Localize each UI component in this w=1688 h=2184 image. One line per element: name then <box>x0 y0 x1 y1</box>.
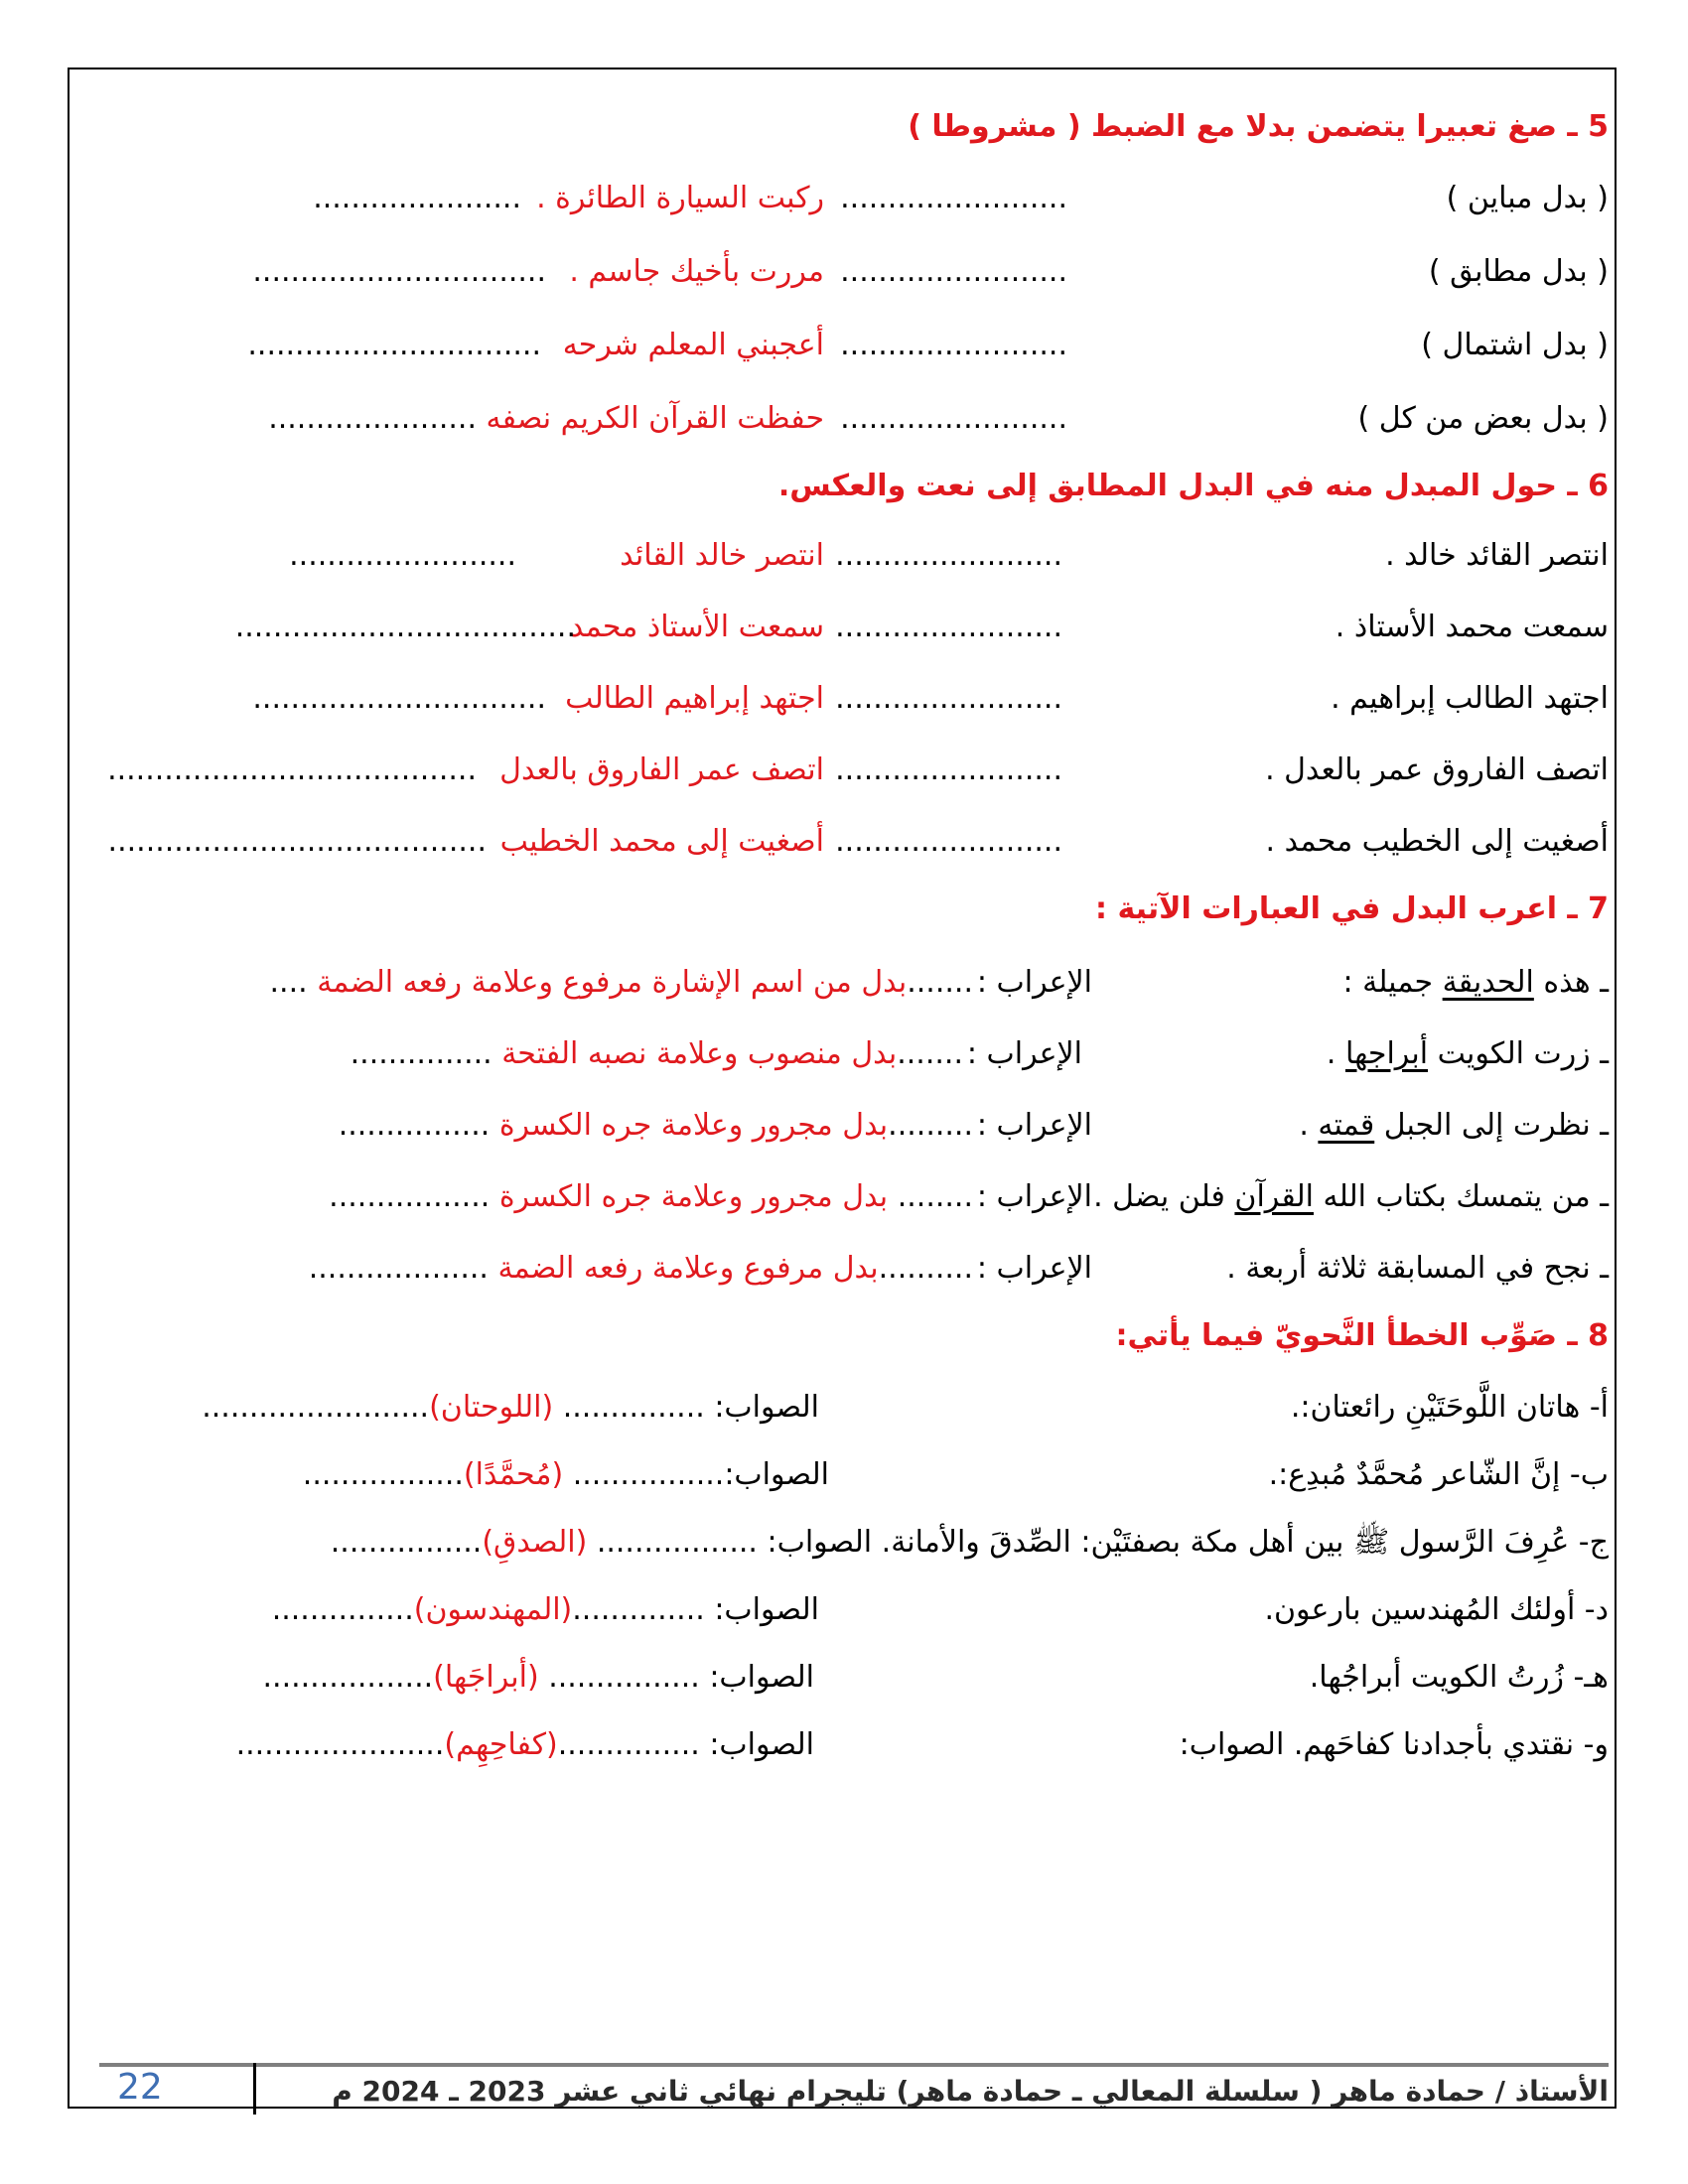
irab-label: الإعراب : <box>976 965 1092 1000</box>
underlined-word: قمته <box>1318 1108 1375 1143</box>
dots: ........................ <box>840 181 1067 215</box>
q8-row <box>99 1715 1609 1775</box>
dots: ...................... <box>313 181 521 215</box>
dots: ....................................... <box>107 752 477 787</box>
irab-label: الإعراب : <box>976 1108 1092 1143</box>
q7-row <box>99 953 1609 1013</box>
underlined-word: الحديقة <box>1442 965 1534 1000</box>
irab-label: الإعراب : <box>966 1036 1082 1071</box>
page-number: 22 <box>117 2067 163 2108</box>
row-label: ( بدل مطابق ) <box>1428 254 1609 289</box>
sentence: هـ- زُرتُ الكويت أبراجُها. <box>1309 1660 1609 1695</box>
irab-label: الإعراب : <box>976 1251 1092 1286</box>
q7-row <box>99 1024 1609 1084</box>
section-heading: 6 ـ حول المبدل منه في البدل المطابق إلى نعت والعكس. <box>777 469 1609 503</box>
q7-heading <box>99 880 1609 939</box>
sentence: ـ نجح في المسابقة ثلاثة أربعة . <box>1226 1251 1609 1286</box>
answer: مررت بأخيك جاسم . <box>569 254 824 289</box>
dots: ........................ <box>840 401 1067 436</box>
q6-row <box>99 669 1609 729</box>
q7-row <box>99 1096 1609 1156</box>
answer: حفظت القرآن الكريم نصفه <box>486 401 824 436</box>
dots: ........................ <box>840 254 1067 289</box>
q5-row <box>99 169 1609 228</box>
sawab-answer: الصواب: ............... (اللوحتان)........................ <box>202 1390 819 1425</box>
irab-answer: .......بدل من اسم الإشارة مرفوع وعلامة رفعه الضمة .... <box>269 965 973 1000</box>
footer-divider <box>99 2063 1609 2067</box>
row-label: أصغيت إلى الخطيب محمد . <box>1265 824 1609 859</box>
row-label: اتصف الفاروق عمر بالعدل . <box>1265 752 1609 787</box>
q6-row <box>99 812 1609 872</box>
q6-row <box>99 741 1609 800</box>
sentence: ج- عُرِفَ الرَّسول ﷺ بين أهل مكة بصفتَيْن: الصِّدقَ والأمانة. الصواب: ................. (الصدقِ)................ <box>330 1525 1609 1560</box>
row-label: انتصر القائد خالد . <box>1385 538 1609 573</box>
q5-heading <box>99 97 1609 157</box>
row-label: اجتهد الطالب إبراهيم . <box>1331 681 1609 716</box>
q8-row <box>99 1648 1609 1707</box>
footer-separator <box>253 2063 256 2115</box>
sawab-answer: الصواب: ..............(المهندسون)............... <box>271 1592 819 1627</box>
irab-answer: ........ بدل مجرور وعلامة جره الكسرة ................. <box>329 1179 973 1214</box>
dots: ...................... <box>268 401 477 436</box>
answer: اجتهد إبراهيم الطالب <box>565 681 824 716</box>
answer: سمعت الأستاذ محمد <box>569 610 824 644</box>
sawab-answer: الصواب: ...............(كفاحِهِم)...................... <box>235 1727 814 1762</box>
sentence: ـ نظرت إلى الجبل قمته . <box>1299 1108 1609 1143</box>
sentence: ـ زرت الكويت أبراجها . <box>1326 1036 1609 1071</box>
q6-row <box>99 598 1609 657</box>
answer: أصغيت إلى محمد الخطيب <box>499 824 824 859</box>
irab-answer: .......بدل منصوب وعلامة نصبه الفتحة ............... <box>350 1036 963 1071</box>
q7-row <box>99 1239 1609 1298</box>
answer: اتصف عمر الفاروق بالعدل <box>499 752 824 787</box>
q5-row <box>99 389 1609 449</box>
row-label: ( بدل اشتمال ) <box>1421 328 1609 362</box>
row-label: سمعت محمد الأستاذ . <box>1335 610 1609 644</box>
row-label: ( بدل مباين ) <box>1446 181 1609 215</box>
q7-row <box>99 1167 1609 1227</box>
q8-row <box>99 1580 1609 1640</box>
dots: ........................ <box>835 752 1062 787</box>
answer: أعجبني المعلم شرحه <box>562 328 824 362</box>
dots: ........................ <box>835 538 1062 573</box>
underlined-word: القرآن <box>1234 1179 1314 1214</box>
sentence: أ- هاتان اللَّوحَتَيْنِ رائعتان:. <box>1290 1390 1609 1425</box>
dots: ........................ <box>289 538 516 573</box>
sawab-answer: الصواب:................ (مُحمَّدًا)................. <box>302 1457 829 1492</box>
underlined-word: أبراجها <box>1344 1036 1429 1071</box>
sentence: ـ هذه الحديقة جميلة : <box>1342 965 1609 1000</box>
q6-heading <box>99 457 1609 516</box>
section-heading: 7 ـ اعرب البدل في العبارات الآتية : <box>1095 891 1609 926</box>
dots: ........................................ <box>107 824 487 859</box>
answer: انتصر خالد القائد <box>620 538 824 573</box>
q6-row <box>99 526 1609 586</box>
q5-row <box>99 242 1609 302</box>
irab-label: الإعراب : <box>976 1179 1092 1214</box>
sentence: د- أولئك المُهندسين بارعون. <box>1264 1592 1609 1627</box>
sentence: ب- إنَّ الشّاعر مُحمَّدٌ مُبدِع:. <box>1268 1457 1609 1492</box>
q5-row <box>99 316 1609 375</box>
q8-row <box>99 1378 1609 1437</box>
section-heading: 5 ـ صغ تعبيرا يتضمن بدلا مع الضبط ( مشروطا ) <box>908 109 1609 144</box>
q8-row <box>99 1445 1609 1505</box>
irab-answer: ..........بدل مرفوع وعلامة رفعه الضمة ................... <box>308 1251 973 1286</box>
sentence: و- نقتدي بأجدادنا كفاحَهم. الصواب: <box>1179 1727 1609 1762</box>
irab-answer: .........بدل مجرور وعلامة جره الكسرة ................ <box>338 1108 973 1143</box>
dots: ............................... <box>247 328 541 362</box>
dots: .................................... <box>234 610 576 644</box>
dots: ............................... <box>252 254 546 289</box>
dots: ........................ <box>835 610 1062 644</box>
footer-text: الأستاذ / حمادة ماهر ( سلسلة المعالي ـ حمادة ماهر) تليجرام نهائي ثاني عشر 2023 ـ 2024 م <box>332 2075 1609 2108</box>
dots: ........................ <box>835 824 1062 859</box>
q8-row <box>99 1513 1609 1572</box>
dots: ............................... <box>252 681 546 716</box>
dots: ........................ <box>840 328 1067 362</box>
q8-heading <box>99 1306 1609 1366</box>
section-heading: 8 ـ صَوِّب الخطأ النَّحويّ فيما يأتي: <box>1115 1318 1609 1353</box>
sentence: ـ من يتمسك بكتاب الله القرآن فلن يضل . <box>1093 1179 1609 1214</box>
row-label: ( بدل بعض من كل ) <box>1357 401 1609 436</box>
dots: ........................ <box>835 681 1062 716</box>
sawab-answer: الصواب: ................ (أبراجَها).................. <box>262 1660 814 1695</box>
answer: ركبت السيارة الطائرة . <box>536 181 824 215</box>
